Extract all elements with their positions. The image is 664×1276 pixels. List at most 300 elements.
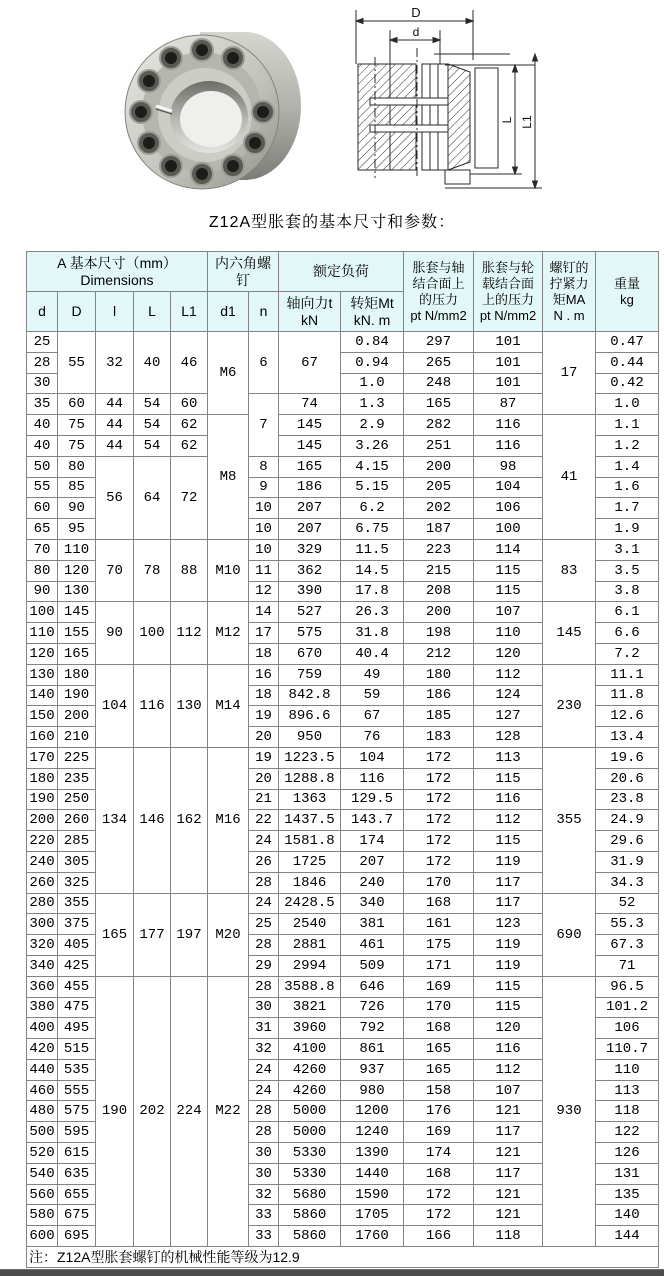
table-cell: 12 [249,581,279,602]
table-cell: 210 [58,727,96,748]
table-cell: 440 [27,1059,58,1080]
table-cell: 1760 [341,1226,404,1247]
table-cell: 127 [474,706,543,727]
table-cell: 340 [341,893,404,914]
table-cell: 4100 [279,1039,341,1060]
expansion-sleeve-photo-art [112,20,302,198]
table-cell: 40.4 [341,643,404,664]
table-cell: 24 [249,1080,279,1101]
table-cell: 121 [474,1101,543,1122]
table-cell: 176 [404,1101,474,1122]
table-cell: 1363 [279,789,341,810]
table-cell: 24 [249,831,279,852]
table-cell: 121 [474,1205,543,1226]
table-cell: 460 [27,1080,58,1101]
table-cell: 32 [249,1184,279,1205]
table-cell: 130 [58,581,96,602]
header-sub-8: 转矩Mt kN. m [341,292,404,332]
table-cell: 20 [249,727,279,748]
table-cell: 0.84 [341,332,404,353]
page-title: Z12A型胀套的基本尺寸和参数： [208,214,456,231]
table-cell: 65 [27,519,58,540]
product-photo [112,20,302,198]
table-cell: 200 [27,810,58,831]
table-cell: 580 [27,1205,58,1226]
table-cell: 35 [27,394,58,415]
table-cell: 325 [58,872,96,893]
table-cell: 30 [249,997,279,1018]
table-cell: 329 [279,539,341,560]
table-cell: 212 [404,643,474,664]
table-cell: 117 [474,893,543,914]
table-cell: 49 [341,664,404,685]
table-cell: 115 [474,560,543,581]
table-cell: 113 [474,747,543,768]
table-cell: 340 [27,955,58,976]
table-cell: 240 [27,851,58,872]
header-sub-5: d1 [208,292,249,332]
spec-table [26,251,659,1268]
table-cell: 28 [249,1101,279,1122]
header-group-row [27,252,659,292]
table-cell: 56 [96,456,134,539]
table-cell: 362 [279,560,341,581]
table-cell: 200 [404,602,474,623]
table-cell: 44 [96,415,134,436]
table-cell: 32 [96,332,134,394]
table-cell: 180 [58,664,96,685]
table-cell: 198 [404,623,474,644]
table-cell: 186 [404,685,474,706]
table-cell: 1.7 [596,498,659,519]
table-cell: 25 [249,914,279,935]
table-cell: 112 [474,810,543,831]
table-cell: 23.8 [596,789,659,810]
table-cell: 32 [249,1039,279,1060]
table-cell: 52 [596,893,659,914]
table-cell: 117 [474,872,543,893]
table-cell: 655 [58,1184,96,1205]
table-cell: 21 [249,789,279,810]
table-cell: 6.1 [596,602,659,623]
table-cell: 171 [404,955,474,976]
table-cell: 600 [27,1226,58,1247]
table-cell: 115 [474,997,543,1018]
table-cell: 4260 [279,1059,341,1080]
table-cell: 115 [474,831,543,852]
dim-label-d: d [412,25,420,39]
table-row [27,602,659,623]
header-sub-4: L1 [171,292,208,332]
table-cell: 107 [474,602,543,623]
table-cell: M20 [208,893,249,976]
table-cell: 265 [404,352,474,373]
table-cell: 34.3 [596,872,659,893]
table-cell: 190 [58,685,96,706]
dim-label-D: D [411,5,421,20]
table-cell: 26.3 [341,602,404,623]
table-cell: 40 [27,415,58,436]
table-cell: 24 [249,893,279,914]
table-cell: 145 [279,415,341,436]
table-cell: 41 [543,415,596,540]
table-cell: 174 [404,1143,474,1164]
table-cell: 690 [543,893,596,976]
table-cell: 560 [27,1184,58,1205]
table-cell: 18 [249,643,279,664]
table-cell: 165 [404,394,474,415]
table-cell: 11.1 [596,664,659,685]
table-cell: 5330 [279,1163,341,1184]
table-cell: 120 [27,643,58,664]
table-cell: 320 [27,935,58,956]
table-cell: 2.9 [341,415,404,436]
table-cell: 180 [404,664,474,685]
table-cell: 54 [134,394,171,415]
table-cell: 76 [341,727,404,748]
table-cell: 170 [27,747,58,768]
table-cell: 930 [543,976,596,1246]
table-row [27,747,659,768]
table-cell: 197 [171,893,208,976]
table-cell: 146 [134,747,171,893]
cross-section-art [330,2,562,198]
table-cell: 115 [474,976,543,997]
table-cell: 20.6 [596,768,659,789]
table-cell: 116 [474,1039,543,1060]
table-cell: 527 [279,602,341,623]
table-cell: 248 [404,373,474,394]
table-cell: M10 [208,539,249,601]
table-cell: 169 [404,976,474,997]
table-cell: 74 [279,394,341,415]
table-cell: 116 [341,768,404,789]
table-cell: 515 [58,1039,96,1060]
table-cell: 29 [249,955,279,976]
header-sub-7: 轴向力t kN [279,292,341,332]
table-cell: 106 [474,498,543,519]
table-cell: 118 [474,1226,543,1247]
table-cell: 1705 [341,1205,404,1226]
table-cell: 5330 [279,1143,341,1164]
table-cell: 161 [404,914,474,935]
table-cell: 160 [27,727,58,748]
table-cell: 0.42 [596,373,659,394]
table-cell: 5000 [279,1101,341,1122]
table-cell: 174 [341,831,404,852]
table-cell: 31.9 [596,851,659,872]
table-cell: 114 [474,539,543,560]
table-cell: 280 [27,893,58,914]
table-cell: 60 [171,394,208,415]
table-cell: 60 [27,498,58,519]
table-cell: 75 [58,435,96,456]
table-cell: 425 [58,955,96,976]
table-cell: 3.8 [596,581,659,602]
note-row [27,1247,659,1268]
table-cell: 635 [58,1163,96,1184]
table-cell: 1223.5 [279,747,341,768]
table-cell: M14 [208,664,249,747]
table-cell: 540 [27,1163,58,1184]
table-cell: 168 [404,1018,474,1039]
table-cell: 7 [249,394,279,456]
table-cell: 759 [279,664,341,685]
table-cell: 158 [404,1080,474,1101]
table-cell: 110 [474,623,543,644]
table-cell: 107 [474,1080,543,1101]
table-cell: 187 [404,519,474,540]
table-cell: 124 [474,685,543,706]
table-cell: 11.8 [596,685,659,706]
table-cell: 500 [27,1122,58,1143]
table-cell: 3.26 [341,435,404,456]
table-cell: 113 [596,1080,659,1101]
table-cell: 405 [58,935,96,956]
table-cell: 33 [249,1205,279,1226]
table-cell: 375 [58,914,96,935]
table-cell: 78 [134,539,171,601]
table-cell: 112 [171,602,208,664]
table-cell: 12.6 [596,706,659,727]
table-cell: 240 [341,872,404,893]
table-cell: 170 [404,997,474,1018]
table-cell: 90 [58,498,96,519]
table-cell: 165 [279,456,341,477]
table-cell: 260 [58,810,96,831]
table-cell: 67 [279,332,341,394]
table-cell: 80 [58,456,96,477]
table-cell: 509 [341,955,404,976]
table-cell: 122 [596,1122,659,1143]
table-cell: 5860 [279,1226,341,1247]
table-cell: 116 [134,664,171,747]
dim-label-L1: L1 [520,115,534,129]
table-cell: 230 [543,664,596,747]
table-cell: 207 [279,498,341,519]
table-cell: 116 [474,789,543,810]
table-row [27,976,659,997]
table-cell: 595 [58,1122,96,1143]
table-cell: 46 [171,332,208,394]
table-cell: 1590 [341,1184,404,1205]
table-cell: 11.5 [341,539,404,560]
table-cell: 100 [27,602,58,623]
table-cell: 207 [279,519,341,540]
table-cell: 5000 [279,1122,341,1143]
table-cell: 60 [58,394,96,415]
table-cell: 170 [404,872,474,893]
table-cell: 6.75 [341,519,404,540]
table-cell: 6 [249,332,279,394]
table-cell: M6 [208,332,249,415]
table-cell: 140 [27,685,58,706]
table-cell: 119 [474,955,543,976]
table-cell: 480 [27,1101,58,1122]
table-cell: 175 [404,935,474,956]
table-cell: 535 [58,1059,96,1080]
table-cell: 67 [341,706,404,727]
table-cell: 461 [341,935,404,956]
table-cell: 1.2 [596,435,659,456]
table-cell: 80 [27,560,58,581]
table-cell: 30 [249,1163,279,1184]
table-cell: 1581.8 [279,831,341,852]
table-cell: 3960 [279,1018,341,1039]
table-cell: 5680 [279,1184,341,1205]
table-cell: 297 [404,332,474,353]
table-cell: 250 [58,789,96,810]
table-cell: 1.0 [596,394,659,415]
dim-label-L: L [500,116,514,124]
table-cell: 4260 [279,1080,341,1101]
table-cell: 1725 [279,851,341,872]
table-cell: 30 [249,1143,279,1164]
table-cell: 200 [404,456,474,477]
table-cell: 24.9 [596,810,659,831]
table-cell: 131 [596,1163,659,1184]
table-cell: 85 [58,477,96,498]
table-cell: 165 [58,643,96,664]
table-cell: M16 [208,747,249,893]
table-cell: 183 [404,727,474,748]
table-cell: 355 [58,893,96,914]
table-cell: 28 [249,976,279,997]
table-cell: 28 [249,935,279,956]
table-cell: 950 [279,727,341,748]
table-cell: 135 [596,1184,659,1205]
table-cell: 17.8 [341,581,404,602]
header-span-0: 胀套与轴 结合面上 的压力 pt N/mm2 [404,252,474,332]
table-cell: 55 [58,332,96,394]
table-row [27,664,659,685]
table-cell: 29.6 [596,831,659,852]
table-cell: 380 [27,997,58,1018]
table-cell: 118 [596,1101,659,1122]
table-cell: 18 [249,685,279,706]
table-cell: 495 [58,1018,96,1039]
header-group-1: 内六角螺 钉 [208,252,279,292]
table-cell: 190 [27,789,58,810]
table-cell: 172 [404,768,474,789]
table-cell: 172 [404,851,474,872]
table-cell: 9 [249,477,279,498]
table-cell: 615 [58,1143,96,1164]
table-cell: 381 [341,914,404,935]
header-sub-3: L [134,292,171,332]
table-cell: 62 [171,435,208,456]
table-cell: 95 [58,519,96,540]
table-cell: 130 [27,664,58,685]
table-cell: 1.9 [596,519,659,540]
table-cell: 235 [58,768,96,789]
table-cell: 6.6 [596,623,659,644]
table-cell: 72 [171,456,208,539]
table-row [27,415,659,436]
table-cell: 101.2 [596,997,659,1018]
table-cell: 121 [474,1184,543,1205]
table-cell: 17 [543,332,596,415]
table-row [27,539,659,560]
table-cell: 162 [171,747,208,893]
table-cell: 83 [543,539,596,601]
table-note: 注：Z12A型胀套螺钉的机械性能等级为12.9 [27,1247,659,1268]
table-cell: 165 [96,893,134,976]
table-cell: 1200 [341,1101,404,1122]
table-cell: 225 [58,747,96,768]
table-cell: 150 [27,706,58,727]
table-cell: 305 [58,851,96,872]
table-cell: 208 [404,581,474,602]
dimension-drawing [330,2,562,198]
table-cell: 145 [279,435,341,456]
table-cell: 67.3 [596,935,659,956]
table-cell: 134 [96,747,134,893]
table-cell: 224 [171,976,208,1246]
table-cell: 1.3 [341,394,404,415]
table-cell: 10 [249,539,279,560]
table-cell: 55.3 [596,914,659,935]
table-cell: 90 [96,602,134,664]
table-cell: 1440 [341,1163,404,1184]
table-cell: 119 [474,935,543,956]
table-cell: 64 [134,456,171,539]
table-cell: M8 [208,415,249,540]
table-cell: 30 [27,373,58,394]
table-cell: 119 [474,851,543,872]
table-cell: 670 [279,643,341,664]
table-cell: 861 [341,1039,404,1060]
table-cell: 104 [474,477,543,498]
table-cell: 355 [543,747,596,893]
table-cell: 695 [58,1226,96,1247]
table-cell: 144 [596,1226,659,1247]
table-cell: 110 [27,623,58,644]
table-cell: 101 [474,352,543,373]
table-cell: 207 [341,851,404,872]
table-cell: 22 [249,810,279,831]
table-cell: 129.5 [341,789,404,810]
table-cell: 792 [341,1018,404,1039]
table-cell: 20 [249,768,279,789]
table-cell: 106 [596,1018,659,1039]
table-cell: 19 [249,706,279,727]
table-cell: M22 [208,976,249,1246]
table-cell: 54 [134,415,171,436]
table-cell: 17 [249,623,279,644]
table-cell: 14 [249,602,279,623]
table-cell: 115 [474,581,543,602]
header-span-3: 重量 kg [596,252,659,332]
table-cell: 168 [404,893,474,914]
table-cell: 104 [96,664,134,747]
table-cell: 50 [27,456,58,477]
table-cell: 675 [58,1205,96,1226]
table-cell: 101 [474,373,543,394]
table-cell: 87 [474,394,543,415]
table-cell: 400 [27,1018,58,1039]
table-cell: 282 [404,415,474,436]
table-cell: 420 [27,1039,58,1060]
table-cell: 126 [596,1143,659,1164]
table-cell: 115 [474,768,543,789]
table-cell: 116 [474,435,543,456]
table-cell: 117 [474,1163,543,1184]
table-cell: 172 [404,831,474,852]
table-cell: 937 [341,1059,404,1080]
table-cell: 0.44 [596,352,659,373]
table-cell: 1288.8 [279,768,341,789]
